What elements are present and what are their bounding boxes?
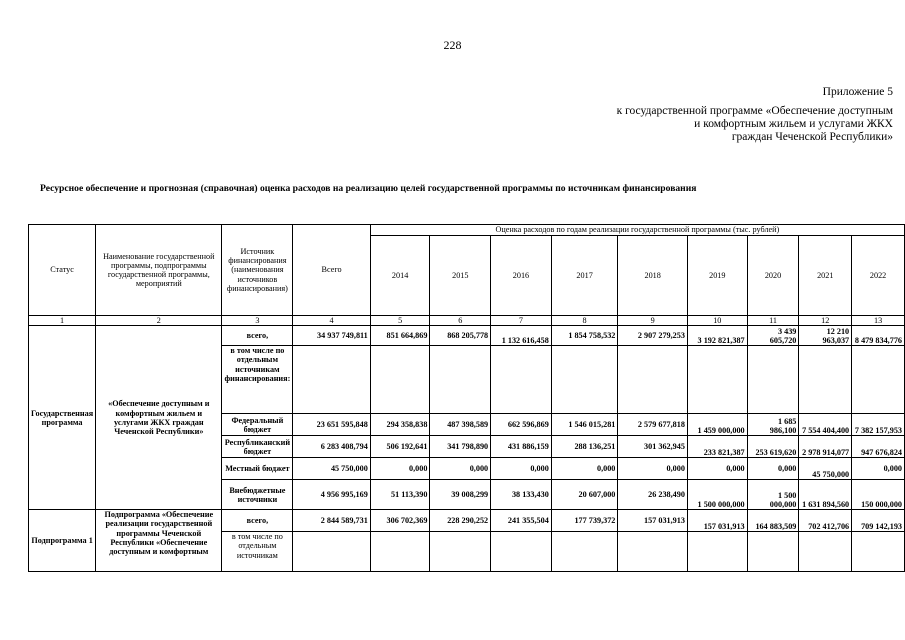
column-number: 11 (747, 316, 799, 326)
row-value: 177 739,372 (551, 510, 618, 532)
row-value: 662 596,869 (491, 414, 552, 436)
column-number: 1 (29, 316, 96, 326)
row-value: 7 554 404,400 (799, 414, 852, 436)
row-value (687, 346, 747, 414)
row-value (430, 532, 491, 572)
row-value: 1 631 894,560 (799, 480, 852, 510)
row-status: Государственная программа (29, 326, 96, 510)
row-value: 157 031,913 (687, 510, 747, 532)
column-number: 13 (852, 316, 905, 326)
row-value: 947 676,824 (852, 436, 905, 458)
row-value: 487 398,589 (430, 414, 491, 436)
appendix-title: Приложение 5 (822, 86, 893, 98)
row-value: 0,000 (618, 458, 688, 480)
row-value: 288 136,251 (551, 436, 618, 458)
row-value: 233 821,387 (687, 436, 747, 458)
header-year: 2014 (370, 236, 430, 316)
header-year: 2021 (799, 236, 852, 316)
row-value: 2 844 589,731 (293, 510, 370, 532)
row-value (747, 532, 799, 572)
row-value: 3 439 605,720 (747, 326, 799, 346)
column-number: 3 (222, 316, 293, 326)
row-value: 506 192,641 (370, 436, 430, 458)
row-value (491, 346, 552, 414)
resource-table (28, 224, 905, 572)
row-value (747, 346, 799, 414)
row-value: 702 412,706 (799, 510, 852, 532)
row-value: 23 651 595,848 (293, 414, 370, 436)
row-source: Местный бюджет (222, 458, 293, 480)
column-number: 2 (96, 316, 222, 326)
row-value (491, 532, 552, 572)
row-value: 294 358,838 (370, 414, 430, 436)
header-year: 2018 (618, 236, 688, 316)
row-value: 0,000 (370, 458, 430, 480)
row-value: 0,000 (491, 458, 552, 480)
row-source: Республиканский бюджет (222, 436, 293, 458)
row-value: 7 382 157,953 (852, 414, 905, 436)
header-year: 2019 (687, 236, 747, 316)
row-value: 45 750,000 (799, 458, 852, 480)
row-value: 431 886,159 (491, 436, 552, 458)
header-total: Всего (293, 225, 370, 316)
appendix-line: граждан Чеченской Республики» (731, 131, 893, 143)
row-value: 20 607,000 (551, 480, 618, 510)
row-value: 0,000 (852, 458, 905, 480)
appendix-line: к государственной программе «Обеспечение доступным (616, 105, 893, 117)
row-value (293, 532, 370, 572)
row-value: 34 937 749,811 (293, 326, 370, 346)
row-value: 253 619,620 (747, 436, 799, 458)
column-number: 8 (551, 316, 618, 326)
row-value: 1 132 616,458 (491, 326, 552, 346)
row-value: 26 238,490 (618, 480, 688, 510)
row-name: «Обеспечение доступным и комфортным жильем и услугами ЖКХ граждан Чеченской Республики» (96, 326, 222, 510)
row-value: 0,000 (687, 458, 747, 480)
row-value: 868 205,778 (430, 326, 491, 346)
row-value: 1 685 986,100 (747, 414, 799, 436)
row-source: в том числе по отдельным источникам (222, 532, 293, 572)
row-value: 2 978 914,077 (799, 436, 852, 458)
row-value: 241 355,504 (491, 510, 552, 532)
row-value: 12 210 963,037 (799, 326, 852, 346)
column-number: 5 (370, 316, 430, 326)
row-value: 301 362,945 (618, 436, 688, 458)
row-source: всего, (222, 326, 293, 346)
row-value: 2 579 677,818 (618, 414, 688, 436)
page-number: 228 (443, 38, 462, 52)
row-value: 1 546 015,281 (551, 414, 618, 436)
row-status: Подпрограмма 1 (29, 510, 96, 572)
row-source: Федеральный бюджет (222, 414, 293, 436)
row-value: 164 883,509 (747, 510, 799, 532)
header-year: 2015 (430, 236, 491, 316)
row-value: 4 956 995,169 (293, 480, 370, 510)
row-value: 39 008,299 (430, 480, 491, 510)
row-value (852, 532, 905, 572)
row-value (370, 532, 430, 572)
header-name: Наименование государственной программы, подпрограммы государственной программы, мероприятий (96, 225, 222, 316)
row-source: всего, (222, 510, 293, 532)
table-row (29, 510, 905, 532)
row-value (551, 532, 618, 572)
row-value (799, 532, 852, 572)
row-value: 157 031,913 (618, 510, 688, 532)
row-value: 2 907 279,253 (618, 326, 688, 346)
header-year: 2017 (551, 236, 618, 316)
row-value (293, 346, 370, 414)
header-year: 2020 (747, 236, 799, 316)
row-name: Подпрограмма «Обеспечение реализации государственной программы Чеченской Республики «Обеспечение доступным и комфортным (96, 510, 222, 572)
row-value: 51 113,390 (370, 480, 430, 510)
row-source: в том числе по отдельным источникам финансирования: (222, 346, 293, 414)
row-value: 228 290,252 (430, 510, 491, 532)
header-status: Статус (29, 225, 96, 316)
row-value (430, 346, 491, 414)
row-value: 851 664,869 (370, 326, 430, 346)
row-value (618, 532, 688, 572)
row-value (799, 346, 852, 414)
appendix-block (617, 86, 893, 144)
column-number: 10 (687, 316, 747, 326)
column-number: 12 (799, 316, 852, 326)
column-number: 4 (293, 316, 370, 326)
row-value (687, 532, 747, 572)
row-value: 8 479 834,776 (852, 326, 905, 346)
row-value: 45 750,000 (293, 458, 370, 480)
row-value: 38 133,430 (491, 480, 552, 510)
row-value: 0,000 (551, 458, 618, 480)
row-value (618, 346, 688, 414)
row-value: 709 142,193 (852, 510, 905, 532)
row-value: 306 702,369 (370, 510, 430, 532)
row-value: 0,000 (430, 458, 491, 480)
row-value: 3 192 821,387 (687, 326, 747, 346)
column-number: 9 (618, 316, 688, 326)
row-value: 341 798,890 (430, 436, 491, 458)
row-value: 1 500 000,000 (747, 480, 799, 510)
appendix-line: и комфортным жильем и услугами ЖКХ (694, 118, 893, 130)
row-value: 1 459 000,000 (687, 414, 747, 436)
row-value: 1 500 000,000 (687, 480, 747, 510)
row-value (370, 346, 430, 414)
table-row (29, 326, 905, 346)
row-value: 0,000 (747, 458, 799, 480)
document-title: Ресурсное обеспечение и прогнозная (справочная) оценка расходов на реализацию целей государственной программы по источникам финансирования (40, 183, 697, 194)
header-source: Источник финансирования (наименования источников финансирования) (222, 225, 293, 316)
header-years-group: Оценка расходов по годам реализации государственной программы (тыс. рублей) (370, 225, 904, 236)
header-year: 2022 (852, 236, 905, 316)
row-source: Внебюджетные источники (222, 480, 293, 510)
row-value (551, 346, 618, 414)
header-year: 2016 (491, 236, 552, 316)
column-number: 6 (430, 316, 491, 326)
row-value: 6 283 408,794 (293, 436, 370, 458)
row-value: 1 854 758,532 (551, 326, 618, 346)
row-value: 150 000,000 (852, 480, 905, 510)
column-number: 7 (491, 316, 552, 326)
row-value (852, 346, 905, 414)
